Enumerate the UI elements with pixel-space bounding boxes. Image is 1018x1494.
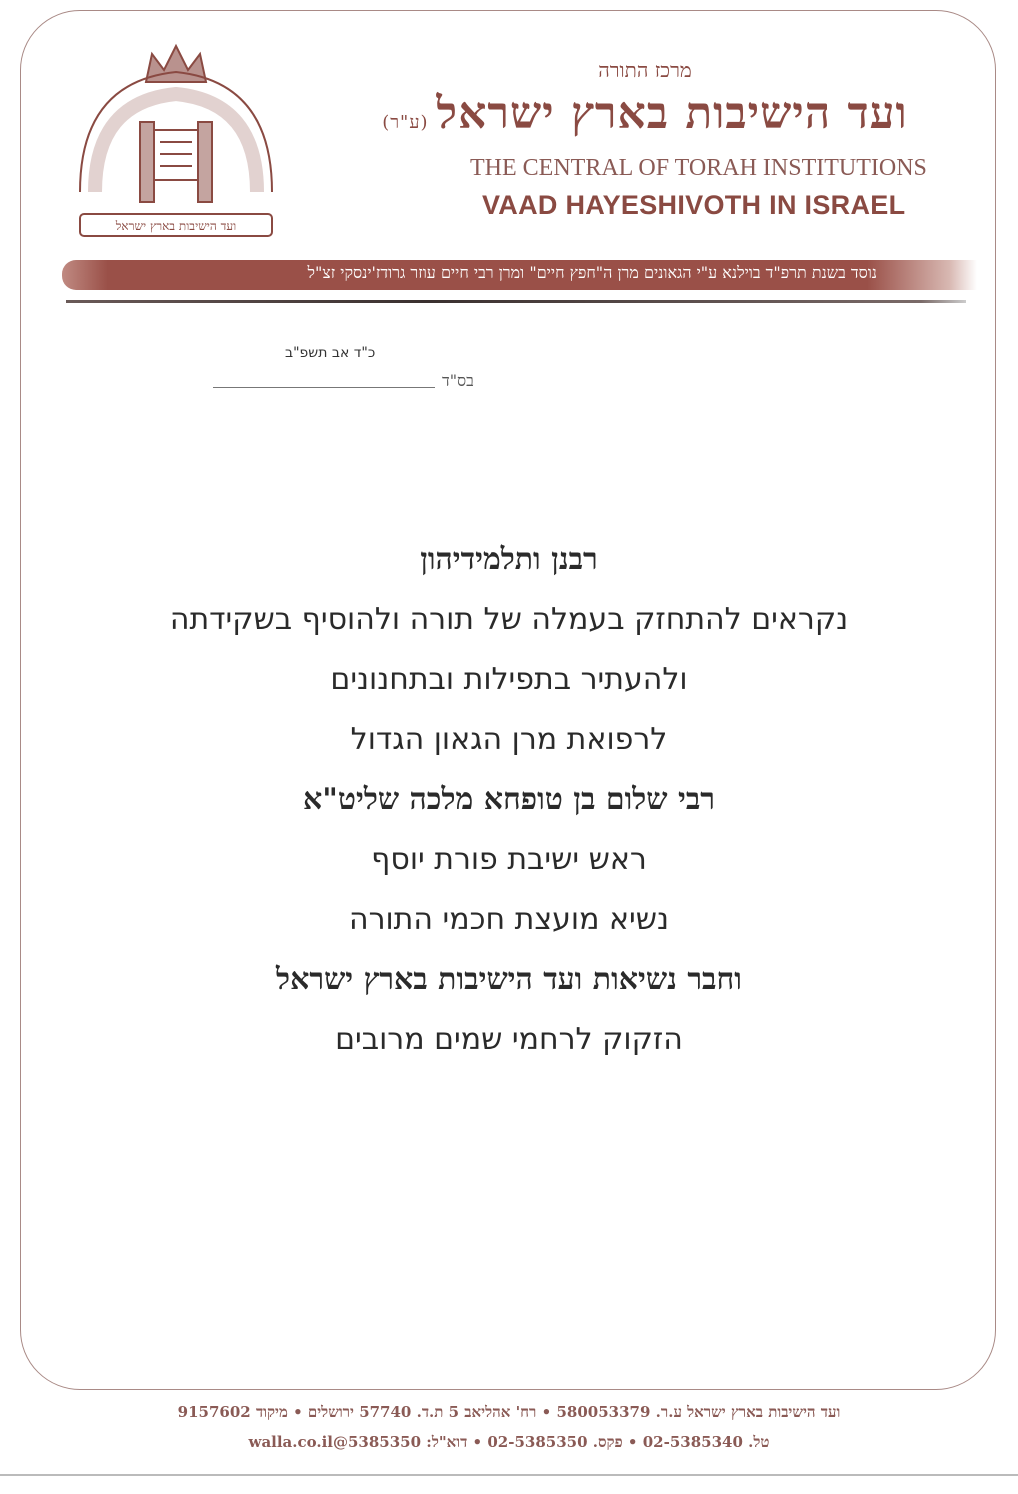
- body-line: וחבר נשיאות ועד הישיבות בארץ ישראל: [276, 962, 742, 997]
- letter-date: כ"ד אב תשפ"ב: [285, 345, 376, 361]
- founding-banner-text: נוסד בשנת תרפ"ד בוילנא ע"י הגאונים מרן ה"חפץ חיים" ומרן רבי חיים עוזר גרודז'ינסקי זצ"ל: [307, 263, 877, 282]
- body-line-rabbi-name: רבי שלום בן טופחא מלכה שליט"א: [302, 782, 716, 817]
- letter-body: [0, 530, 1018, 1070]
- bsd-mark: בס"ד: [442, 371, 474, 390]
- body-line: נשיא מועצת חכמי התורה: [348, 902, 670, 937]
- organization-logo: [60, 42, 292, 242]
- header-divider: [66, 300, 966, 303]
- letterhead-title-suffix: (ע"ר): [382, 112, 429, 133]
- founding-banner: [62, 260, 977, 290]
- svg-text:ועד הישיבות בארץ ישראל: ועד הישיבות בארץ ישראל: [115, 219, 237, 233]
- letterhead-title: [335, 88, 955, 139]
- body-line: ולהעתיר בתפילות ובתחנונים: [330, 662, 688, 697]
- body-line: ראש ישיבת פורת יוסף: [371, 842, 647, 877]
- page-bottom-edge: [0, 1474, 1018, 1476]
- footer-contact: טל. 02-5385340 • פקס. 02-5385350 • דוא"ל: 5385350@walla.co.il: [248, 1433, 770, 1451]
- letterhead-english-subtitle: THE CENTRAL OF TORAH INSTITUTIONS: [470, 155, 927, 181]
- date-underline: [213, 387, 435, 388]
- body-line: הזקוק לרחמי שמים מרובים: [335, 1022, 683, 1057]
- letterhead-title-text: ועד הישיבות בארץ ישראל: [436, 88, 908, 139]
- letterhead-english-title: VAAD HAYESHIVOTH IN ISRAEL: [482, 190, 906, 220]
- body-line: לרפואת מרן הגאון הגדול: [350, 722, 668, 757]
- body-line: נקראים להתחזק בעמלה של תורה ולהוסיף בשקידתה: [169, 602, 849, 637]
- footer-address: ועד הישיבות בארץ ישראל ע.ר. 580053379 • רח' אהליאב 5 ת.ד. 57740 ירושלים • מיקוד 9157602: [177, 1403, 841, 1421]
- body-line: רבנן ותלמידיהון: [420, 542, 598, 577]
- letterhead-subtitle: מרכז התורה: [598, 58, 692, 82]
